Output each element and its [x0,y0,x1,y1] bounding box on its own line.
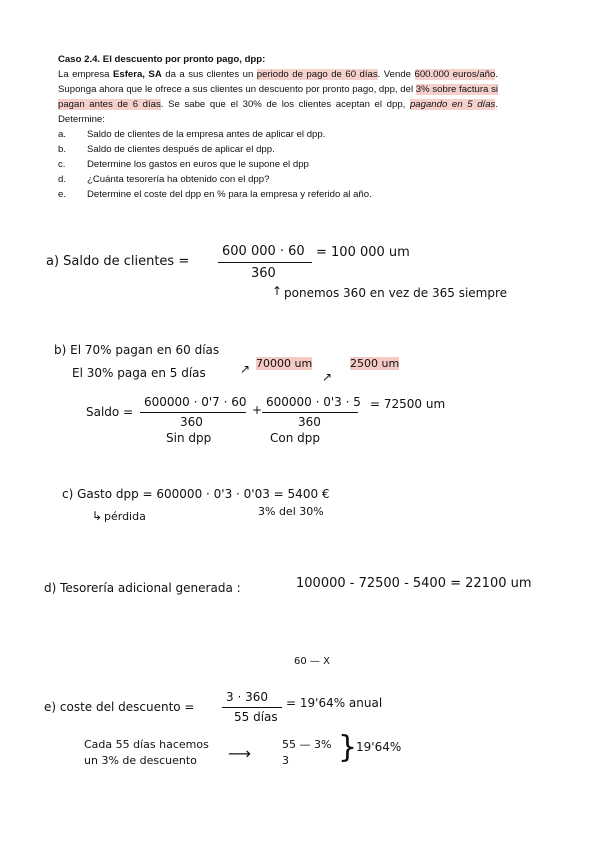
arrow-up-right-icon: ↗ [240,362,251,376]
answer-c-line: c) Gasto dpp = 600000 · 0'3 · 0'03 = 5400 € [62,487,330,501]
answer-b-line2: El 30% paga en 5 días [72,366,206,380]
answer-b-den2: 360 [298,415,321,429]
problem-paragraph: La empresa Esfera, SA da a sus clientes un periodo de pago de 60 días. Vende 600.000 euros/año. Suponga ahora que le ofrece a sus clientes un descuento por pronto pago, dpp, del 3% sobre factura si pagan antes de 6 días. Se sabe que el 30% de los clientes aceptan el dpp, pagando en 5 días. Determine: [58,69,499,125]
question-a: a. Saldo de clientes de la empresa antes de aplicar el dpp. [58,129,326,140]
fraction-bar [218,262,312,263]
highlight-paying-days: pagando en 5 días [409,99,496,110]
problem-statement [58,52,498,202]
corner-arrow-icon: ↳ [92,509,103,523]
company-name: Esfera, SA [112,69,162,80]
answer-e-result: = 19'64% anual [286,696,383,710]
answer-b-plus: + [252,403,263,417]
question-c: c. Determine los gastos en euros que le supone el dpp [58,159,309,170]
answer-c-sub1: pérdida [104,510,146,523]
brace-icon: } [338,730,358,765]
answer-d-label: d) Tesorería adicional generada : [44,581,241,595]
highlight-sales: 600.000 euros/año [414,69,496,80]
answer-e-denominator: 55 días [234,710,278,724]
answer-b-label: Saldo = [86,405,134,419]
answer-e-numerator: 3 · 360 [226,690,268,704]
answer-b-den1: 360 [180,415,203,429]
answer-b-line1: b) El 70% pagan en 60 días [54,343,220,357]
answer-a-label: a) Saldo de clientes = [46,254,190,269]
answer-e-label: e) coste del descuento = [44,700,195,714]
answer-d-calc: 100000 - 72500 - 5400 = 22100 um [296,576,532,591]
answer-b-num2: 600000 · 0'3 · 5 [266,395,361,409]
fraction-bar [222,707,282,708]
answer-b-num1: 600000 · 0'7 · 60 [144,395,247,409]
answer-b-amount1: 70000 um [256,357,313,370]
answer-b-sub2: Con dpp [270,431,320,445]
question-e: e. Determine el coste del dpp en % para la empresa y referido al año. [58,189,372,200]
answer-b-result: = 72500 um [370,397,446,411]
answer-b-sub1: Sin dpp [166,431,212,445]
answer-e-margin: 60 — X [294,656,330,667]
question-b: b. Saldo de clientes después de aplicar el dpp. [58,144,275,155]
answer-e-sub1: Cada 55 días hacemos [84,738,209,751]
answer-c-sub2: 3% del 30% [258,505,324,518]
arrow-up-right-icon: ↗ [322,370,333,384]
highlight-discount: 3% sobre factura si pagan antes de 6 días [58,84,499,110]
answer-a-numerator: 600 000 · 60 [222,244,305,259]
answer-e-sub2: un 3% de descuento [84,754,197,767]
answer-a-note: ponemos 360 en vez de 365 siempre [284,286,508,300]
problem-title: Caso 2.4. El descuento por pronto pago, dpp: [58,54,266,65]
fraction-bar [140,412,246,413]
answer-a-result: = 100 000 um [316,245,410,260]
fraction-bar [262,412,358,413]
answer-e-final: 19'64% [356,740,402,754]
answer-e-rule1: 55 — 3% [282,738,332,751]
answer-b-amount2: 2500 um [350,357,400,370]
answer-e-rule2: 3 [282,754,289,767]
arrow-right-icon: ⟶ [228,744,251,763]
question-d: d. ¿Cuánta tesorería ha obtenido con el dpp? [58,174,270,185]
up-arrow-icon: ↑ [272,284,283,298]
highlight-payment-period: periodo de pago de 60 días [256,69,378,80]
answer-a-denominator: 360 [251,266,276,281]
